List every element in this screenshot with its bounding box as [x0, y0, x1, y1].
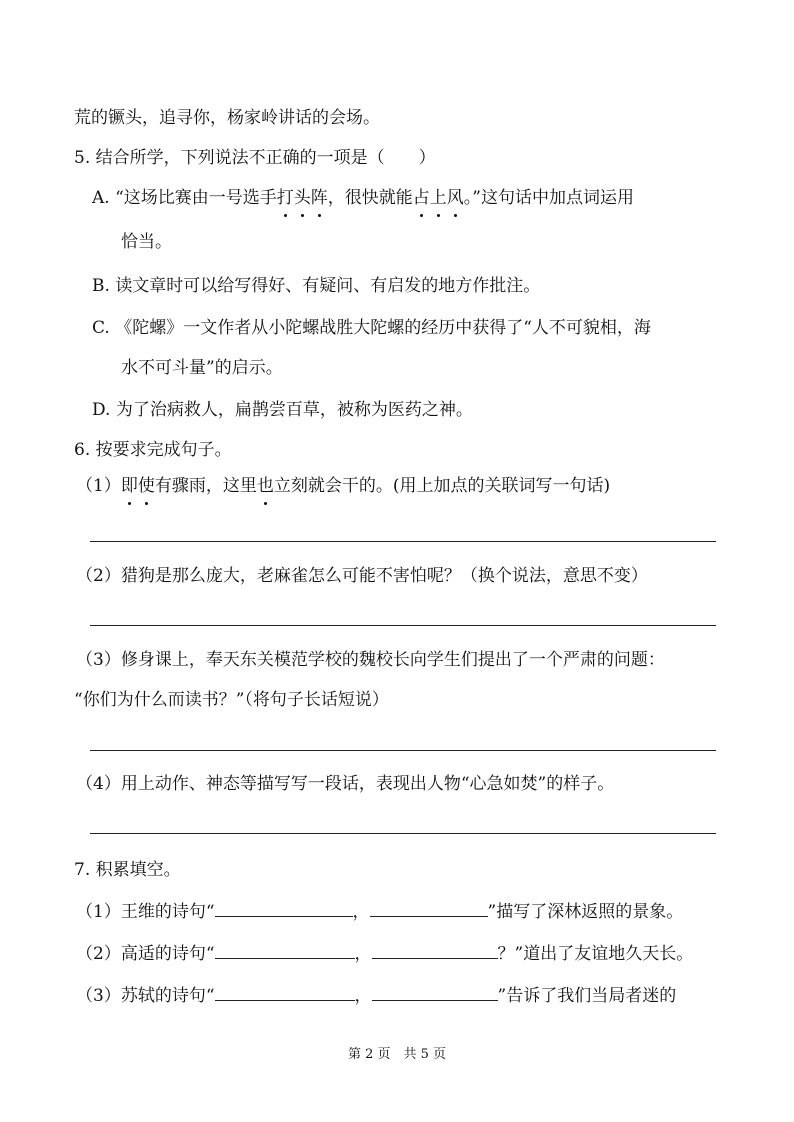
dotted-word-jishi [121, 476, 155, 496]
dotted-word-datouzhen [277, 188, 328, 208]
q6-sentence-3-line-1: （3）修身课上，奉天东关模范学校的魏校长向学生们提出了一个严肃的问题： [76, 650, 665, 670]
question-7-stem: 7. 积累填空。 [74, 860, 181, 880]
q5-option-c [92, 316, 651, 340]
dotted-char: 占 [412, 188, 430, 208]
sentence-1-text-1: 有骤雨，这里 [154, 476, 257, 496]
fill-2-prefix: （2）高适的诗句“ [76, 944, 215, 964]
sentence-1-text-2: 立刻就会干的。(用上加点的关联词写一句话) [273, 476, 611, 496]
q6-sentence-4: （4）用上动作、神态等描写写一段话，表现出人物“心急如焚”的样子。 [76, 774, 615, 794]
q5-option-a [92, 186, 634, 210]
sentence-1-number: （1） [76, 476, 121, 496]
fill-3-prefix: （3）苏轼的诗句“ [76, 986, 215, 1006]
option-a-line-2: 恰当。 [121, 232, 172, 252]
question-5-stem: 5. 结合所学，下列说法不正确的一项是（ ） [74, 148, 436, 168]
fill-3-blank-a[interactable] [215, 982, 355, 1001]
option-b-label: B. [92, 276, 110, 296]
continuation-text: 荒的镢头，追寻你，杨家岭讲话的会场。 [74, 108, 380, 128]
dotted-char: 上 [429, 188, 447, 208]
option-c-text-1: 《陀螺》一文作者从小陀螺战胜大陀螺的经历中获得了“人不可貌相，海 [115, 318, 651, 338]
fill-3-comma: ， [354, 986, 372, 1006]
dotted-word-zhanshangfeng [413, 188, 464, 208]
fill-1-comma: ， [352, 902, 370, 922]
q6-sentence-2: （2）猎狗是那么庞大，老麻雀怎么可能不害怕呢？（换个说法，意思不变） [76, 566, 648, 586]
q7-fill-1 [76, 898, 683, 924]
answer-line-1[interactable] [90, 541, 716, 542]
q7-fill-2 [76, 940, 693, 966]
fill-3-suffix: ”告诉了我们当局者迷的 [497, 986, 677, 1006]
page-footer: 第 2 页 共 5 页 [347, 1047, 447, 1062]
option-a-text-2: ，很快就能 [327, 188, 413, 208]
fill-1-prefix: （1）王维的诗句“ [76, 902, 215, 922]
dotted-char: 阵 [310, 188, 328, 208]
question-6-stem: 6. 按要求完成句子。 [74, 440, 232, 460]
option-d-text: 为了治病救人，扁鹊尝百草，被称为医药之神。 [115, 400, 473, 420]
option-a-text-1: “这场比赛由一号选手 [115, 188, 277, 208]
q7-fill-3 [76, 982, 676, 1008]
option-a-text-3: 。”这句话中加点词运用 [463, 188, 634, 208]
answer-line-4[interactable] [90, 833, 716, 834]
q6-sentence-1 [76, 474, 610, 498]
fill-2-comma: ， [354, 944, 372, 964]
fill-2-blank-b[interactable] [372, 940, 498, 959]
option-d-label: D. [92, 400, 111, 420]
dotted-char: 也 [256, 476, 274, 496]
fill-3-blank-b[interactable] [372, 982, 498, 1001]
dotted-char: 即 [120, 476, 138, 496]
fill-1-blank-a[interactable] [215, 898, 353, 917]
q5-option-d [92, 398, 473, 422]
dotted-char: 打 [276, 188, 294, 208]
option-c-label: C. [92, 318, 110, 338]
option-c-line-2: 水不可斗量”的启示。 [121, 358, 283, 378]
option-a-label: A. [92, 188, 110, 208]
answer-line-2[interactable] [90, 625, 716, 626]
dotted-char: 风 [446, 188, 464, 208]
q6-sentence-3-line-2: “你们为什么而读书？”（将句子长话短说） [74, 690, 389, 710]
dotted-word-ye [257, 476, 274, 496]
fill-1-blank-b[interactable] [370, 898, 488, 917]
dotted-char: 头 [293, 188, 311, 208]
dotted-char: 使 [137, 476, 155, 496]
q5-option-b [92, 274, 540, 298]
option-b-text: 读文章时可以给写得好、有疑问、有启发的地方作批注。 [115, 276, 541, 296]
fill-1-suffix: ”描写了深林返照的景象。 [487, 902, 684, 922]
answer-line-3[interactable] [90, 750, 716, 751]
fill-2-blank-a[interactable] [215, 940, 355, 959]
fill-2-suffix: ？”道出了友谊地久天长。 [497, 944, 694, 964]
